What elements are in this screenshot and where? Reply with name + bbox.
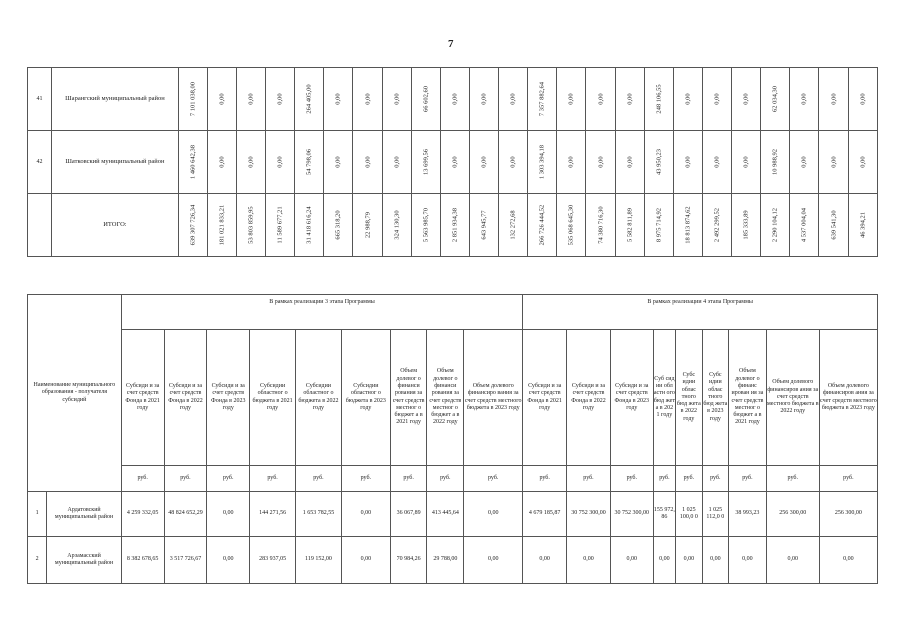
cell-value: 46 394,21 — [859, 212, 867, 238]
group-stage-3: В рамках реализации 3 этапа Программы — [121, 295, 523, 330]
table-row — [28, 537, 878, 584]
unit-cell: руб. — [207, 466, 250, 492]
column-header: Субсиди и за счет средств Фонда в 2023 году — [207, 330, 250, 466]
page-number: 7 — [448, 38, 454, 50]
value-cell: 283 937,05 — [250, 537, 296, 584]
value-cell — [324, 68, 353, 131]
cell-value: 643 945,77 — [480, 210, 488, 240]
unit-cell: руб. — [164, 466, 207, 492]
value-cell — [761, 194, 790, 257]
cell-value: 132 272,68 — [509, 210, 517, 240]
column-header: Субсиди и за счет средств Фонда в 2022 году — [164, 330, 207, 466]
cell-value: 10 988,92 — [771, 149, 779, 175]
cell-value: 43 950,23 — [655, 149, 663, 175]
municipality-name: ИТОГО: — [52, 194, 179, 257]
value-cell: 38 993,23 — [729, 492, 767, 537]
cell-value: 66 602,60 — [422, 86, 430, 112]
value-cell — [411, 194, 440, 257]
value-cell: 256 300,00 — [819, 492, 877, 537]
value-cell: 0,00 — [610, 537, 653, 584]
cell-value: 0,00 — [800, 93, 808, 105]
value-cell: 0,00 — [523, 537, 567, 584]
cell-value: 0,00 — [509, 156, 517, 168]
unit-cell: руб. — [427, 466, 464, 492]
value-cell — [295, 194, 324, 257]
cell-value: 18 813 874,62 — [684, 206, 692, 244]
value-cell — [702, 131, 731, 194]
cell-value: 0,00 — [276, 93, 284, 105]
value-cell: 0,00 — [464, 537, 523, 584]
cell-value: 8 975 714,92 — [655, 207, 663, 243]
column-header: Субсидии областног о бюджета в 2021 году — [250, 330, 296, 466]
value-cell — [702, 68, 731, 131]
table-row — [28, 131, 878, 194]
value-cell — [848, 131, 877, 194]
cell-value: 0,00 — [451, 93, 459, 105]
value-cell — [557, 131, 586, 194]
column-header: Субс идии облас тного бюд жета в 2022 году — [676, 330, 702, 466]
value-cell: 0,00 — [207, 492, 250, 537]
value-cell: 0,00 — [676, 537, 702, 584]
value-cell: 256 300,00 — [766, 492, 819, 537]
value-cell: 3 517 726,67 — [164, 537, 207, 584]
cell-value: 0,00 — [800, 156, 808, 168]
value-cell — [178, 194, 207, 257]
unit-cell: руб. — [341, 466, 390, 492]
cell-value: 0,00 — [509, 93, 517, 105]
cell-value: 5 563 985,70 — [422, 207, 430, 243]
cell-value: 0,00 — [393, 93, 401, 105]
row-number: 1 — [28, 492, 47, 537]
value-cell — [236, 194, 265, 257]
value-cell: 144 271,56 — [250, 492, 296, 537]
column-header: Объем долевого финансиро вания за счет средств местного бюджета в 2023 году — [464, 330, 523, 466]
value-cell — [469, 194, 498, 257]
column-header: Объем долевог о финанси рования за счет средств местног о бюджет а в 2022 году — [427, 330, 464, 466]
value-cell — [382, 194, 411, 257]
value-cell — [615, 194, 644, 257]
value-cell: 0,00 — [207, 537, 250, 584]
value-cell — [353, 131, 382, 194]
value-cell — [557, 68, 586, 131]
column-header: Субсидии областног о бюджета в 2023 году — [341, 330, 390, 466]
value-cell — [236, 131, 265, 194]
value-cell: 30 752 300,00 — [567, 492, 611, 537]
value-cell — [499, 131, 528, 194]
unit-cell: руб. — [296, 466, 342, 492]
cell-value: 264 405,00 — [305, 84, 313, 114]
value-cell — [499, 68, 528, 131]
value-cell — [353, 194, 382, 257]
value-cell: 0,00 — [341, 537, 390, 584]
cell-value: 0,00 — [626, 93, 634, 105]
unit-cell: руб. — [729, 466, 767, 492]
column-header: Суб сид ии обл астн ого бюд жет а в 202 1 году — [653, 330, 675, 466]
unit-cell: руб. — [610, 466, 653, 492]
value-cell — [207, 194, 236, 257]
value-cell — [411, 131, 440, 194]
group-stage-4: В рамках реализации 4 этапа Программы — [523, 295, 878, 330]
cell-value: 13 699,56 — [422, 149, 430, 175]
unit-cell: руб. — [766, 466, 819, 492]
value-cell: 0,00 — [653, 537, 675, 584]
cell-value: 0,00 — [684, 93, 692, 105]
column-header: Субсиди и за счет средств Фонда в 2022 году — [567, 330, 611, 466]
unit-cell: руб. — [250, 466, 296, 492]
value-cell — [790, 131, 819, 194]
cell-value: 0,00 — [567, 156, 575, 168]
cell-value: 0,00 — [334, 93, 342, 105]
value-cell: 4 679 185,87 — [523, 492, 567, 537]
column-header: Субс идии облас тного бюд жета в 2023 году — [702, 330, 728, 466]
value-cell: 1 025 112,0 0 — [702, 492, 728, 537]
cell-value: 7 101 038,00 — [189, 81, 197, 117]
cell-value: 0,00 — [597, 93, 605, 105]
cell-value: 665 318,20 — [334, 210, 342, 240]
cell-value: 0,00 — [247, 93, 255, 105]
cell-value: 4 537 004,04 — [800, 207, 808, 243]
value-cell — [644, 68, 673, 131]
unit-cell: руб. — [523, 466, 567, 492]
value-cell — [761, 68, 790, 131]
value-cell: 0,00 — [766, 537, 819, 584]
column-header: Объем долевог о финанси рования за счет средств местног о бюджет а в 2021 году — [390, 330, 427, 466]
value-cell — [819, 194, 848, 257]
cell-value: 0,00 — [364, 156, 372, 168]
value-cell: 0,00 — [567, 537, 611, 584]
cell-value: 7 357 882,64 — [538, 81, 546, 117]
value-cell — [411, 68, 440, 131]
cell-value: 185 333,89 — [742, 210, 750, 240]
value-cell: 4 259 332,05 — [121, 492, 164, 537]
cell-value: 0,00 — [713, 156, 721, 168]
column-header: Объем долевого финансиров ания за счет средств местного бюджета в 2022 году — [766, 330, 819, 466]
value-cell — [732, 131, 761, 194]
unit-cell: руб. — [390, 466, 427, 492]
value-cell: 48 824 652,29 — [164, 492, 207, 537]
value-cell: 413 445,64 — [427, 492, 464, 537]
cell-value: 0,00 — [742, 93, 750, 105]
value-cell — [848, 68, 877, 131]
value-cell: 0,00 — [729, 537, 767, 584]
value-cell — [644, 131, 673, 194]
value-cell — [790, 194, 819, 257]
cell-value: 0,00 — [684, 156, 692, 168]
value-cell: 8 382 678,65 — [121, 537, 164, 584]
value-cell — [266, 68, 295, 131]
value-cell: 30 752 300,00 — [610, 492, 653, 537]
row-number: 42 — [28, 131, 52, 194]
value-cell — [295, 68, 324, 131]
column-header: Субсиди и за счет средств Фонда в 2021 году — [523, 330, 567, 466]
unit-cell: руб. — [121, 466, 164, 492]
cell-value: 11 589 677,21 — [276, 206, 284, 244]
value-cell — [440, 131, 469, 194]
bottom-table — [27, 294, 878, 584]
value-cell: 36 067,89 — [390, 492, 427, 537]
cell-value: 0,00 — [859, 156, 867, 168]
value-cell — [295, 131, 324, 194]
value-cell — [528, 68, 557, 131]
cell-value: 2 492 299,52 — [713, 207, 721, 243]
municipality-name: Шатковский муниципальный район — [52, 131, 179, 194]
value-cell — [528, 131, 557, 194]
value-cell — [353, 68, 382, 131]
cell-value: 0,00 — [218, 156, 226, 168]
value-cell: 0,00 — [464, 492, 523, 537]
column-header: Субсидии областног о бюджета в 2022 году — [296, 330, 342, 466]
value-cell: 0,00 — [819, 537, 877, 584]
value-cell — [178, 68, 207, 131]
cell-value: 0,00 — [567, 93, 575, 105]
row-number: 41 — [28, 68, 52, 131]
value-cell — [469, 131, 498, 194]
value-cell — [848, 194, 877, 257]
cell-value: 0,00 — [830, 93, 838, 105]
value-cell — [266, 194, 295, 257]
cell-value: 0,00 — [451, 156, 459, 168]
value-cell — [266, 131, 295, 194]
value-cell — [499, 194, 528, 257]
value-cell: 1 653 782,55 — [296, 492, 342, 537]
row-number: 2 — [28, 537, 47, 584]
value-cell: 29 788,00 — [427, 537, 464, 584]
cell-value: 0,00 — [364, 93, 372, 105]
value-cell — [615, 68, 644, 131]
value-cell — [207, 131, 236, 194]
cell-value: 2 290 104,12 — [771, 207, 779, 243]
cell-value: 0,00 — [626, 156, 634, 168]
table-row — [28, 68, 878, 131]
cell-value: 324 130,30 — [393, 210, 401, 240]
value-cell — [557, 194, 586, 257]
value-cell — [236, 68, 265, 131]
value-cell: 119 152,00 — [296, 537, 342, 584]
value-cell — [440, 194, 469, 257]
value-cell — [324, 131, 353, 194]
value-cell — [586, 68, 615, 131]
value-cell — [819, 68, 848, 131]
municipality-name: Шарангский муниципальный район — [52, 68, 179, 131]
value-cell — [586, 194, 615, 257]
unit-cell: руб. — [819, 466, 877, 492]
column-header: Объем долевог о финанс ирован ия за счет средств местног о бюджет а в 2021 году — [729, 330, 767, 466]
row-header: Наименование муниципального образования - получателя субсидий — [28, 295, 122, 492]
cell-value: 639 541,30 — [830, 210, 838, 240]
cell-value: 0,00 — [742, 156, 750, 168]
value-cell — [673, 68, 702, 131]
municipality-name: Ардатовский муниципальный район — [47, 492, 121, 537]
value-cell — [469, 68, 498, 131]
cell-value: 1 460 642,38 — [189, 144, 197, 180]
unit-cell: руб. — [702, 466, 728, 492]
column-header: Субсиди и за счет средств Фонда в 2021 году — [121, 330, 164, 466]
top-table — [27, 67, 878, 257]
value-cell — [382, 68, 411, 131]
value-cell — [819, 131, 848, 194]
table-row — [28, 194, 878, 257]
cell-value: 535 068 645,30 — [567, 204, 575, 246]
cell-value: 2 851 934,38 — [451, 207, 459, 243]
cell-value: 31 418 616,24 — [305, 206, 313, 244]
value-cell — [702, 194, 731, 257]
cell-value: 1 303 394,18 — [538, 144, 546, 180]
value-cell — [732, 68, 761, 131]
value-cell — [673, 194, 702, 257]
cell-value: 0,00 — [480, 156, 488, 168]
cell-value: 53 803 859,95 — [247, 206, 255, 244]
cell-value: 181 021 833,21 — [218, 204, 226, 246]
value-cell — [790, 68, 819, 131]
cell-value: 639 307 726,34 — [189, 204, 197, 246]
value-cell: 155 972, 86 — [653, 492, 675, 537]
cell-value: 0,00 — [393, 156, 401, 168]
value-cell — [207, 68, 236, 131]
value-cell — [673, 131, 702, 194]
column-header: Объем долевого финансиров ания за счет средств местного бюджета в 2023 году — [819, 330, 877, 466]
cell-value: 0,00 — [247, 156, 255, 168]
cell-value: 5 582 811,89 — [626, 208, 634, 242]
value-cell — [382, 131, 411, 194]
unit-cell: руб. — [653, 466, 675, 492]
cell-value: 62 034,30 — [771, 86, 779, 112]
value-cell — [178, 131, 207, 194]
value-cell: 0,00 — [341, 492, 390, 537]
table-row — [28, 492, 878, 537]
cell-value: 248 106,55 — [655, 84, 663, 114]
row-number — [28, 194, 52, 257]
value-cell — [528, 194, 557, 257]
value-cell: 1 025 100,0 0 — [676, 492, 702, 537]
cell-value: 0,00 — [480, 93, 488, 105]
cell-value: 0,00 — [276, 156, 284, 168]
value-cell — [644, 194, 673, 257]
cell-value: 74 380 716,30 — [597, 206, 605, 244]
cell-value: 22 988,79 — [364, 212, 372, 238]
cell-value: 0,00 — [830, 156, 838, 168]
unit-cell: руб. — [676, 466, 702, 492]
municipality-name: Арзамасский муниципальный район — [47, 537, 121, 584]
cell-value: 0,00 — [859, 93, 867, 105]
cell-value: 0,00 — [713, 93, 721, 105]
cell-value: 0,00 — [334, 156, 342, 168]
cell-value: 54 798,06 — [305, 149, 313, 175]
unit-cell: руб. — [464, 466, 523, 492]
value-cell: 70 984,26 — [390, 537, 427, 584]
value-cell — [586, 131, 615, 194]
value-cell — [732, 194, 761, 257]
column-header: Субсиди и за счет средств Фонда в 2023 году — [610, 330, 653, 466]
cell-value: 0,00 — [597, 156, 605, 168]
unit-cell: руб. — [567, 466, 611, 492]
value-cell — [440, 68, 469, 131]
value-cell: 0,00 — [702, 537, 728, 584]
value-cell — [324, 194, 353, 257]
cell-value: 266 726 444,52 — [538, 204, 546, 246]
value-cell — [761, 131, 790, 194]
cell-value: 0,00 — [218, 93, 226, 105]
value-cell — [615, 131, 644, 194]
